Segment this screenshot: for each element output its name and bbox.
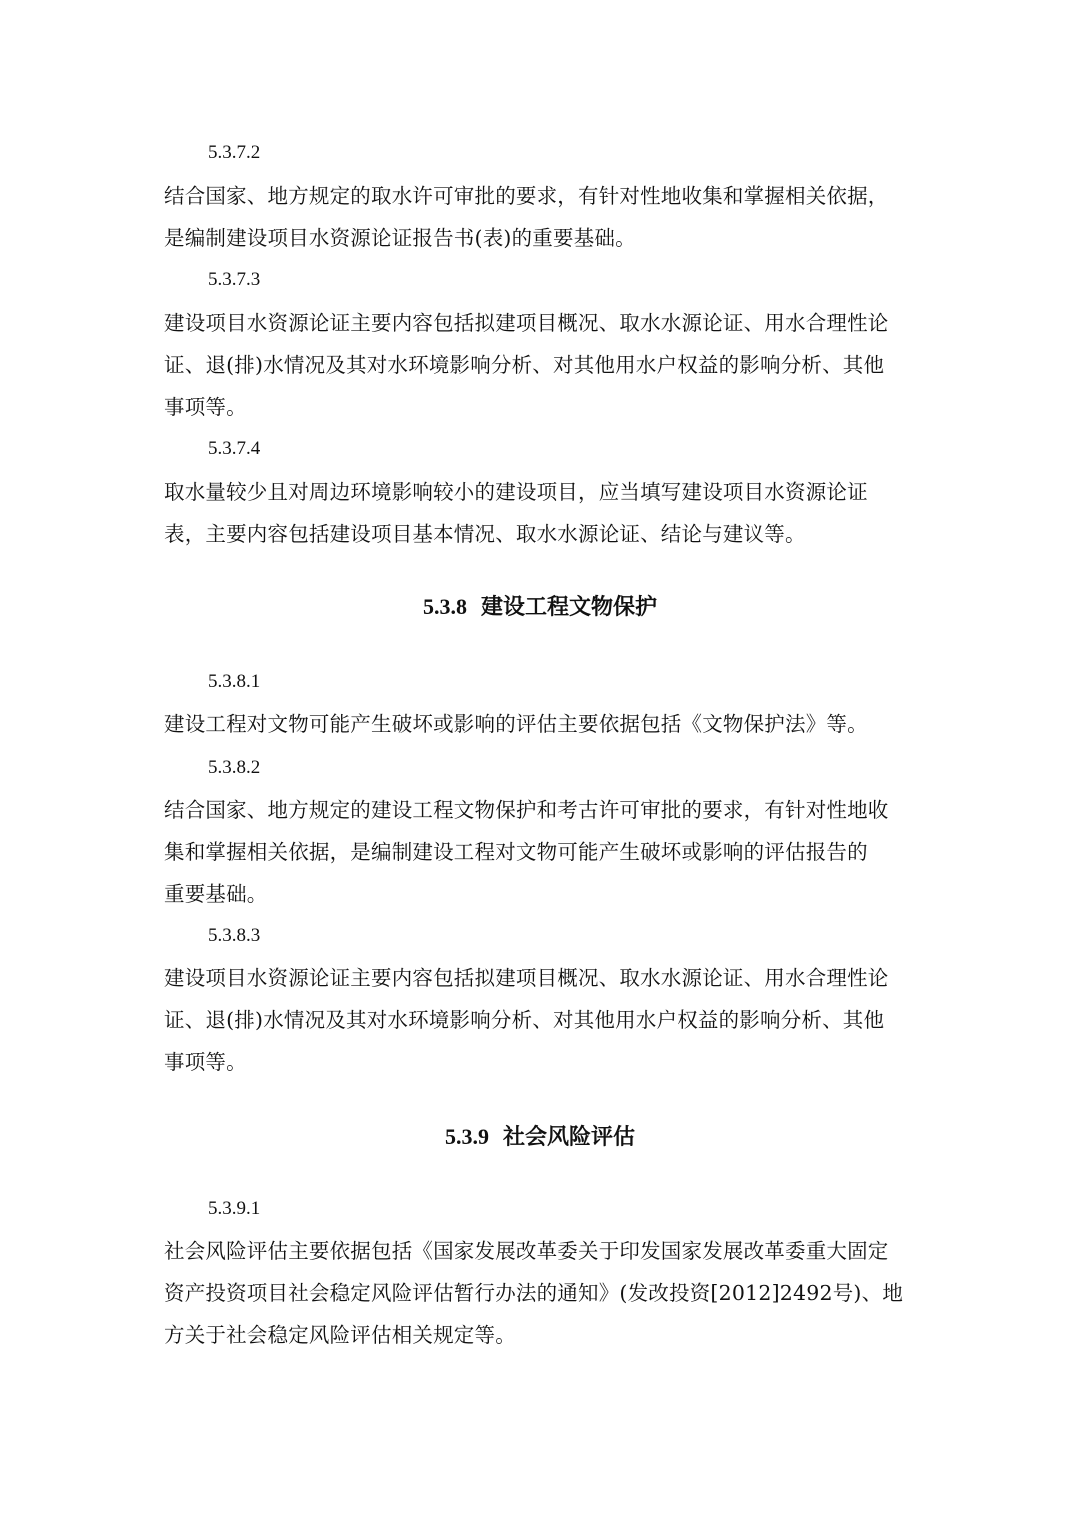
clause-text [164, 1230, 924, 1356]
text-line: 证、退(排)水情况及其对水环境影响分析、对其他用水户权益的影响分析、其他 [164, 1008, 885, 1032]
section-heading [0, 592, 1080, 622]
clause-text [164, 302, 924, 428]
text-line: 证、退(排)水情况及其对水环境影响分析、对其他用水户权益的影响分析、其他 [164, 353, 885, 377]
section-heading-number: 5.3.9 [444, 1124, 489, 1149]
text-line: 建设工程对文物可能产生破坏或影响的评估主要依据包括《文物保护法》等。 [164, 712, 868, 736]
clause-number: 5.3.8.3 [208, 925, 261, 946]
text-line: 集和掌握相关依据，是编制建设工程对文物可能产生破坏或影响的评估报告的 [164, 840, 868, 864]
clause-number: 5.3.7.3 [208, 269, 261, 290]
clause-text [164, 957, 924, 1083]
section-heading-number: 5.3.8 [422, 594, 467, 619]
clause-text [164, 789, 924, 915]
text-line: 资产投资项目社会稳定风险评估暂行办法的通知》(发改投资[2012]2492号)、地 [164, 1281, 904, 1305]
clause-text [164, 175, 924, 259]
section-heading [0, 1122, 1080, 1152]
clause-number: 5.3.7.2 [208, 142, 261, 163]
text-line: 建设项目水资源论证主要内容包括拟建项目概况、取水水源论证、用水合理性论 [164, 311, 889, 335]
text-line: 事项等。 [164, 1050, 247, 1074]
text-line: 取水量较少且对周边环境影响较小的建设项目，应当填写建设项目水资源论证 [164, 480, 868, 504]
section-heading-title: 社会风险评估 [502, 1124, 635, 1150]
text-line: 重要基础。 [164, 882, 268, 906]
text-line: 社会风险评估主要依据包括《国家发展改革委关于印发国家发展改革委重大固定 [164, 1239, 889, 1263]
text-line: 建设项目水资源论证主要内容包括拟建项目概况、取水水源论证、用水合理性论 [164, 966, 889, 990]
text-line: 事项等。 [164, 395, 247, 419]
clause-text [164, 471, 924, 555]
section-heading-title: 建设工程文物保护 [480, 594, 657, 620]
text-line: 是编制建设项目水资源论证报告书(表)的重要基础。 [164, 226, 636, 250]
text-line: 结合国家、地方规定的建设工程文物保护和考古许可审批的要求，有针对性地收 [164, 798, 889, 822]
clause-number: 5.3.8.1 [208, 671, 261, 692]
text-line: 表，主要内容包括建设项目基本情况、取水水源论证、结论与建议等。 [164, 522, 806, 546]
clause-text [164, 703, 924, 745]
clause-number: 5.3.8.2 [208, 757, 261, 778]
clause-number: 5.3.7.4 [208, 438, 261, 459]
text-line: 结合国家、地方规定的取水许可审批的要求，有针对性地收集和掌握相关依据， [164, 184, 889, 208]
clause-number: 5.3.9.1 [208, 1198, 261, 1219]
text-line: 方关于社会稳定风险评估相关规定等。 [164, 1323, 516, 1347]
